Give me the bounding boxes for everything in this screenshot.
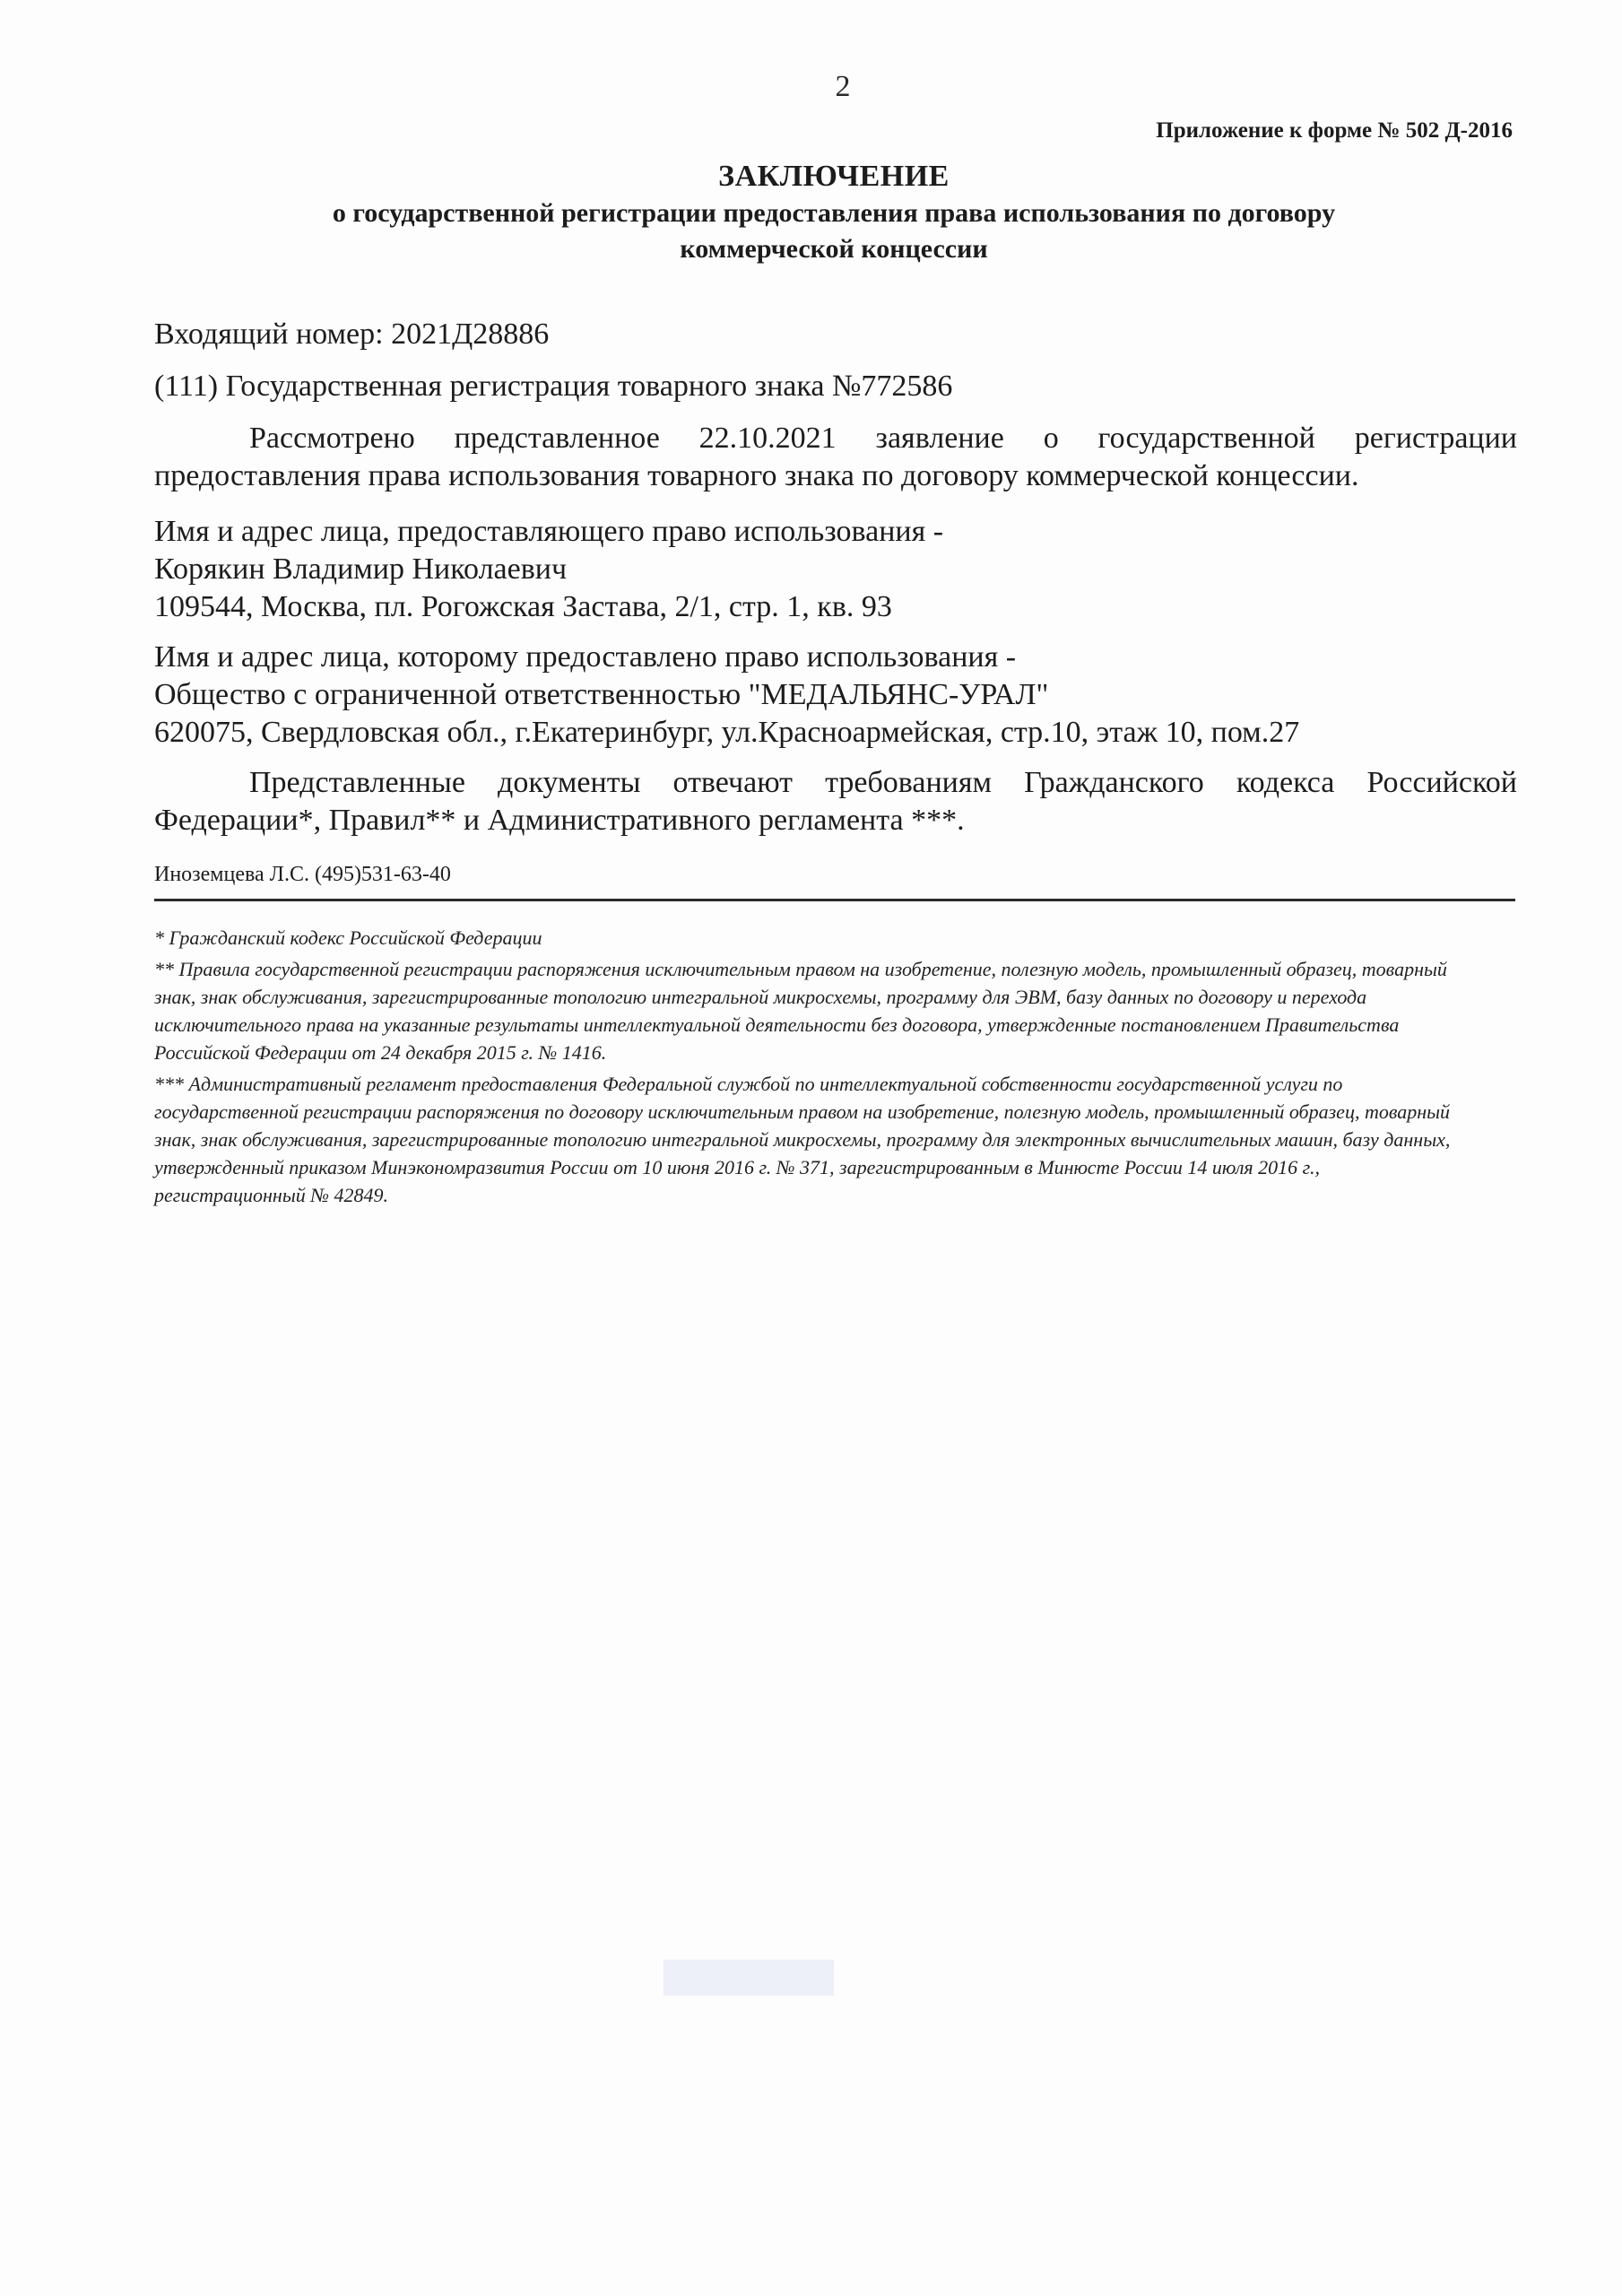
grantor-block (154, 513, 1517, 626)
incoming-number: Входящий номер: 2021Д28886 (154, 317, 550, 351)
considered-paragraph: Рассмотрено представленное 22.10.2021 заявление о государственной регистрации предоставления права использования товарного знака по договору коммерческой концессии. (154, 422, 1517, 492)
subtitle-line-2: коммерческой концессии (680, 234, 988, 264)
footnotes (154, 924, 1472, 1213)
grantee-name: Общество с ограниченной ответственностью "МЕДАЛЬЯНС-УРАЛ" (154, 678, 1049, 711)
grantee-block (154, 639, 1517, 752)
page-number: 2 (835, 70, 851, 103)
footnote-rules: ** Правила государственной регистрации распоряжения исключительным правом на изобретение, полезную модель, промышленный образец, товарный знак, знак обслуживания, зарегистрированные топологию интегральной микросхемы, программу для ЭВМ, базу данных по договору и перехода исключительного права на указанные результаты интеллектуальной деятельности без договора, утвержденные постановлением Правительства Российской Федерации от 24 декабря 2015 г. № 1416. (154, 958, 1447, 1064)
grantee-label: Имя и адрес лица, которому предоставлено право использования - (154, 640, 1017, 674)
footnote-regulation: *** Административный регламент предоставления Федеральной службой по интеллектуальной собственности государственной услуги по государственной регистрации распоряжения по договору исключительным правом на изобретение, полезную модель, промышленный образец, товарный знак, знак обслуживания, зарегистрированные топологию интегральной микросхемы, программу для электронных вычислительных машин, базу данных, утвержденный приказом Минэкономразвития России от 10 июня 2016 г. № 371, зарегистрированным в Минюсте России 14 июля 2016 г., регистрационный № 42849. (154, 1073, 1451, 1206)
footnote-civil-code: * Гражданский кодекс Российской Федерации (154, 926, 542, 949)
faint-stamp-mark (655, 1942, 843, 2013)
grantor-address: 109544, Москва, пл. Рогожская Застава, 2/1, стр. 1, кв. 93 (154, 590, 892, 623)
footnote-divider (154, 899, 1515, 901)
document-title: ЗАКЛЮЧЕНИЕ (718, 160, 950, 193)
appendix-note: Приложение к форме № 502 Д-2016 (1156, 118, 1513, 143)
trademark-registration: (111) Государственная регистрация товарного знака №772586 (154, 370, 953, 403)
conclusion-paragraph: Представленные документы отвечают требованиям Гражданского кодекса Российской Федерации*, Правил** и Административного регламента ***. (154, 766, 1517, 837)
grantor-label: Имя и адрес лица, предоставляющего право использования - (154, 515, 944, 548)
subtitle-line-1: о государственной регистрации предоставления права использования по договору (332, 198, 1336, 228)
executor-contact: Иноземцева Л.С. (495)531-63-40 (154, 863, 451, 886)
document-subtitle (233, 196, 1435, 267)
grantee-address: 620075, Свердловская обл., г.Екатеринбург, ул.Красноармейская, стр.10, этаж 10, пом.27 (154, 716, 1300, 749)
grantor-name: Корякин Владимир Николаевич (154, 552, 568, 586)
